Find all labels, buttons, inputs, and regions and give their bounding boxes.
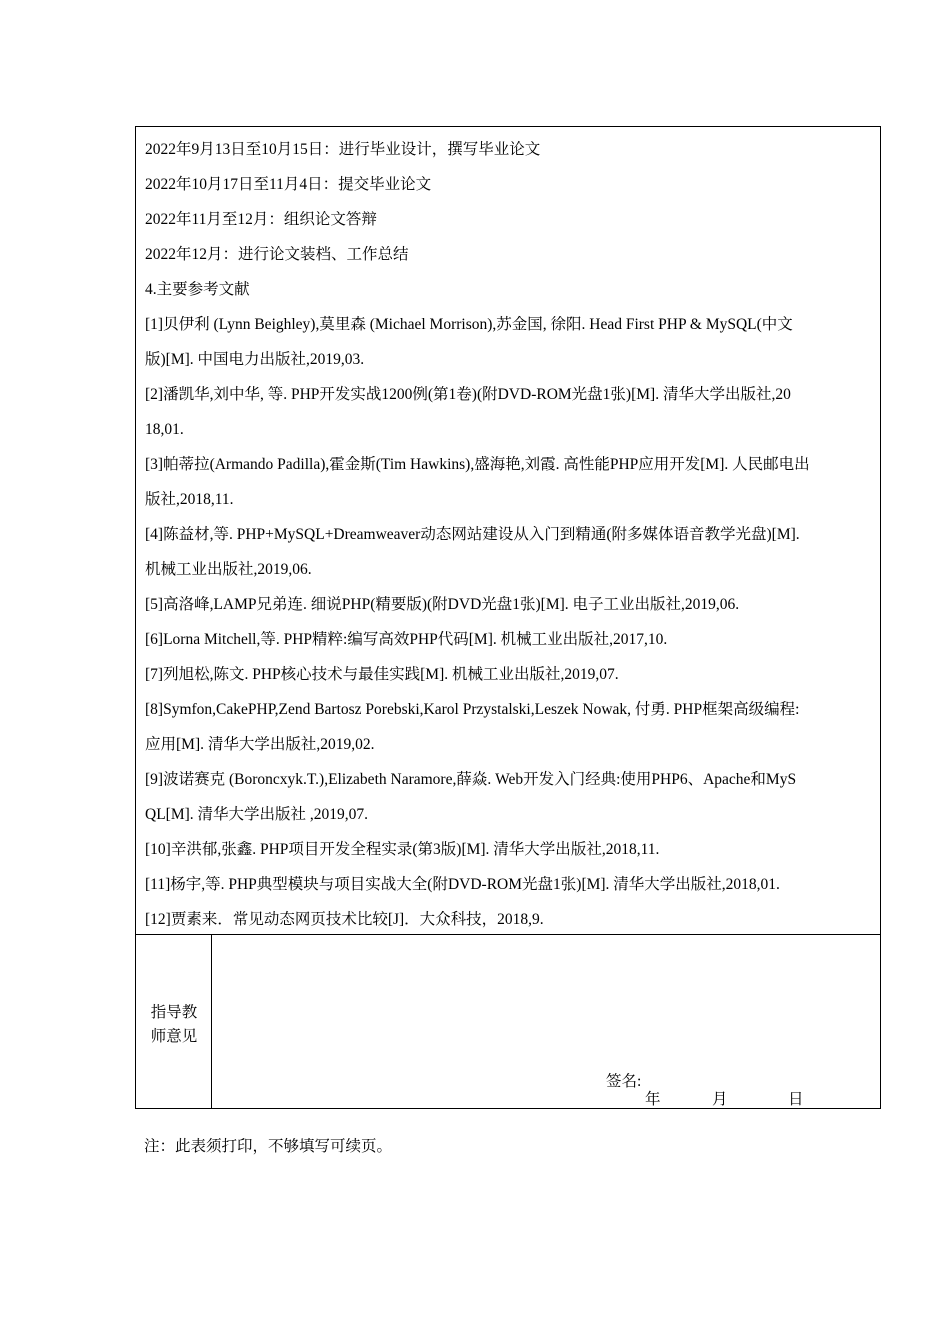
references-heading: 4.主要参考文献 <box>145 281 250 298</box>
advisor-label-cell <box>136 935 212 1108</box>
date-month-label: 月 <box>712 1091 728 1108</box>
reference-line: QL[M]. 清华大学出版社 ,2019,07. <box>145 806 369 823</box>
schedule-line: 2022年9月13日至10月15日：进行毕业设计，撰写毕业论文 <box>145 141 541 158</box>
schedule-line: 2022年11月至12月：组织论文答辩 <box>145 211 377 228</box>
advisor-label-line: 指导教 <box>150 1004 198 1021</box>
advisor-opinion-row <box>136 935 880 1108</box>
reference-line: 18,01. <box>145 421 184 438</box>
schedule-line: 2022年12月：进行论文装档、工作总结 <box>145 246 409 263</box>
proposal-form-table <box>135 126 881 1109</box>
reference-line: 版社,2018,11. <box>145 491 234 508</box>
signature-label: 签名: <box>606 1073 642 1090</box>
content-cell <box>136 127 880 935</box>
advisor-label-line: 师意见 <box>150 1028 198 1045</box>
schedule-line: 2022年10月17日至11月4日：提交毕业论文 <box>145 176 432 193</box>
reference-line: [7]列旭松,陈文. PHP核心技术与最佳实践[M]. 机械工业出版社,2019,07. <box>145 666 619 683</box>
reference-line: [1]贝伊利 (Lynn Beighley),莫里森 (Michael Morrison),苏金国, 徐阳. Head First PHP & MySQL(中文 <box>145 316 793 333</box>
reference-line: [9]波诺赛克 (Boroncxyk.T.),Elizabeth Naramore,薛焱. Web开发入门经典:使用PHP6、Apache和MyS <box>145 771 797 788</box>
reference-line: [12]贾素来．常见动态网页技术比较[J]．大众科技，2018,9. <box>145 911 544 928</box>
reference-line: [8]Symfon,CakePHP,Zend Bartosz Porebski,Karol Przystalski,Leszek Nowak, 付勇. PHP框架高级编程: <box>145 701 800 718</box>
reference-line: [3]帕蒂拉(Armando Padilla),霍金斯(Tim Hawkins),盛海艳,刘霞. 高性能PHP应用开发[M]. 人民邮电出 <box>145 456 810 473</box>
reference-line: 版)[M]. 中国电力出版社,2019,03. <box>145 351 365 368</box>
reference-line: 应用[M]. 清华大学出版社,2019,02. <box>145 736 375 753</box>
reference-line: [10]辛洪郁,张鑫. PHP项目开发全程实录(第3版)[M]. 清华大学出版社,2018,11. <box>145 841 660 858</box>
reference-line: [2]潘凯华,刘中华, 等. PHP开发实战1200例(第1卷)(附DVD-ROM光盘1张)[M]. 清华大学出版社,20 <box>145 386 791 403</box>
footnote: 注：此表须打印，不够填写可续页。 <box>144 1138 393 1155</box>
date-year-label: 年 <box>645 1091 661 1108</box>
reference-line: [4]陈益材,等. PHP+MySQL+Dreamweaver动态网站建设从入门到精通(附多媒体语音教学光盘)[M]. <box>145 526 800 543</box>
reference-line: 机械工业出版社,2019,06. <box>145 561 312 578</box>
advisor-label <box>144 1001 204 1049</box>
reference-line: [5]高洛峰,LAMP兄弟连. 细说PHP(精要版)(附DVD光盘1张)[M]. 电子工业出版社,2019,06. <box>145 596 740 613</box>
date-day-label: 日 <box>788 1091 804 1108</box>
reference-line: [11]杨宇,等. PHP典型模块与项目实战大全(附DVD-ROM光盘1张)[M]. 清华大学出版社,2018,01. <box>145 876 780 893</box>
reference-line: [6]Lorna Mitchell,等. PHP精粹:编写高效PHP代码[M]. 机械工业出版社,2017,10. <box>145 631 668 648</box>
